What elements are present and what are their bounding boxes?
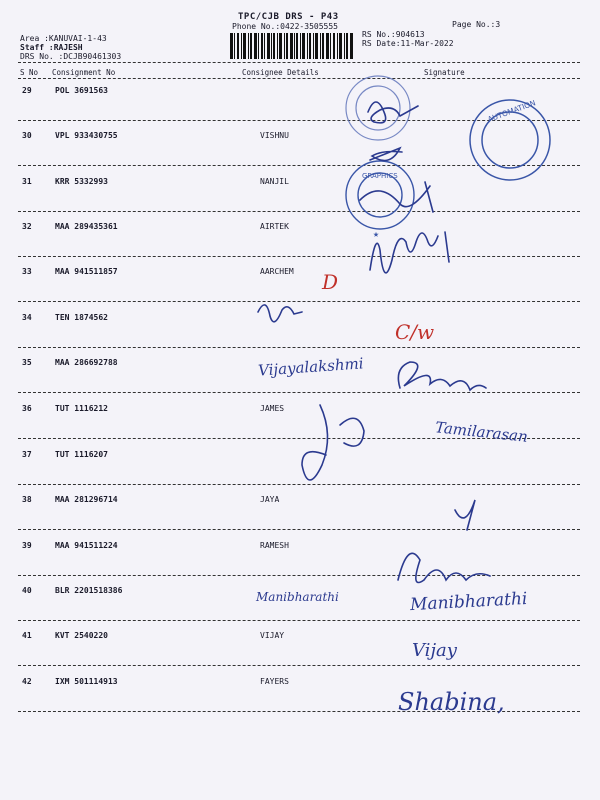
drs-title: TPC/CJB DRS - P43 (238, 12, 339, 22)
row-consignment: MAA 286692788 (55, 358, 118, 367)
column-consignee: Consignee Details (242, 68, 319, 77)
row-consignee: VISHNU (260, 131, 289, 140)
automation-stamp-text: AUTOMATION (486, 98, 537, 124)
row-sno: 41 (22, 631, 32, 640)
row-consignee: AIRTEK (260, 222, 289, 231)
signature-row39 (398, 500, 490, 583)
row-consignment: KVT 2540220 (55, 631, 108, 640)
signature-row30 (370, 148, 402, 161)
phone-number: Phone No.:0422-3505555 (232, 22, 338, 31)
column-signature: Signature (424, 68, 465, 77)
row-consignment: KRR 5332993 (55, 177, 108, 186)
signature-row31 (360, 182, 433, 212)
column-consignment: Consignment No (52, 68, 116, 77)
row-divider (18, 620, 580, 621)
row-divider (18, 392, 580, 393)
row-consignee: AARCHEM (260, 267, 294, 276)
row-consignee: NANJIL (260, 177, 289, 186)
row-consignee: VIJAY (260, 631, 285, 640)
row-divider (18, 575, 580, 576)
handwritten-manibharathi-large: Manibharathi (409, 588, 528, 616)
row-consignment: TUT 1116207 (55, 450, 108, 459)
rs-number: RS No.:904613 (362, 30, 425, 39)
signature-row35 (398, 362, 486, 390)
row-divider (18, 665, 580, 666)
automation-stamp (470, 100, 550, 180)
row-consignee: RAMESH (260, 541, 289, 550)
column-sno: S No (20, 68, 39, 77)
row-consignment: TEN 1874562 (55, 313, 108, 322)
row-consignment: BLR 2201518386 (55, 586, 123, 595)
row-sno: 36 (22, 404, 32, 413)
row-consignment: MAA 941511224 (55, 541, 118, 550)
row-sno: 37 (22, 450, 32, 459)
row-sno: 40 (22, 586, 32, 595)
area-label: Area :KANUVAI-1-43 (20, 34, 107, 43)
row-divider (18, 484, 580, 485)
row-sno: 39 (22, 541, 32, 550)
row-divider (18, 256, 580, 257)
round-stamp-top (346, 76, 410, 140)
row-sno: 35 (22, 358, 32, 367)
row-consignment: POL 3691563 (55, 86, 108, 95)
handwritten-vijay: Vijay (412, 640, 457, 661)
barcode (230, 33, 353, 59)
row-divider (18, 211, 580, 212)
signature-row36 (302, 405, 364, 480)
row-consignment: TUT 1116212 (55, 404, 108, 413)
row-consignee: FAYERS (260, 677, 289, 686)
staff-label: Staff :RAJESH (20, 43, 83, 52)
row-sno: 33 (22, 267, 32, 276)
row-sno: 38 (22, 495, 32, 504)
row-consignment: MAA 281296714 (55, 495, 118, 504)
rs-date: RS Date:11-Mar-2022 (362, 39, 454, 48)
page-number: Page No.:3 (452, 20, 501, 29)
row-consignee: JAMES (260, 404, 285, 413)
handwritten-d-mark: D (322, 270, 339, 294)
handwritten-shabina: Shabina, (398, 688, 505, 716)
row-divider (18, 165, 580, 166)
row-divider (18, 120, 580, 121)
row-consignee: JAYA (260, 495, 280, 504)
row-sno: 30 (22, 131, 32, 140)
column-divider (18, 78, 580, 79)
star-icon: ★ (373, 229, 380, 240)
handwritten-cw-mark: C/w (395, 320, 435, 344)
drs-number: DRS No. :DCJB90461303 (20, 52, 122, 61)
row-consignment: MAA 941511857 (55, 267, 118, 276)
row-sno: 32 (22, 222, 32, 231)
row-divider (18, 347, 580, 348)
row-divider (18, 529, 580, 530)
handwritten-manibharathi-small: Manibharathi (256, 590, 339, 604)
handwritten-vijayalakshmi: Vijayalakshmi (257, 354, 365, 380)
handwritten-tamilarasan: Tamilarasan (434, 418, 529, 446)
signature-row32 (370, 232, 449, 273)
row-sno: 29 (22, 86, 32, 95)
graphics-stamp (346, 161, 414, 229)
signature-row34 (258, 305, 302, 322)
row-sno: 31 (22, 177, 32, 186)
row-divider (18, 301, 580, 302)
row-consignment: MAA 289435361 (55, 222, 118, 231)
row-sno: 34 (22, 313, 32, 322)
header-divider (18, 62, 580, 63)
row-sno: 42 (22, 677, 32, 686)
row-consignment: IXM 501114913 (55, 677, 118, 686)
graphics-stamp-text: GRAPHICS (362, 172, 398, 180)
row-consignment: VPL 933430755 (55, 131, 118, 140)
